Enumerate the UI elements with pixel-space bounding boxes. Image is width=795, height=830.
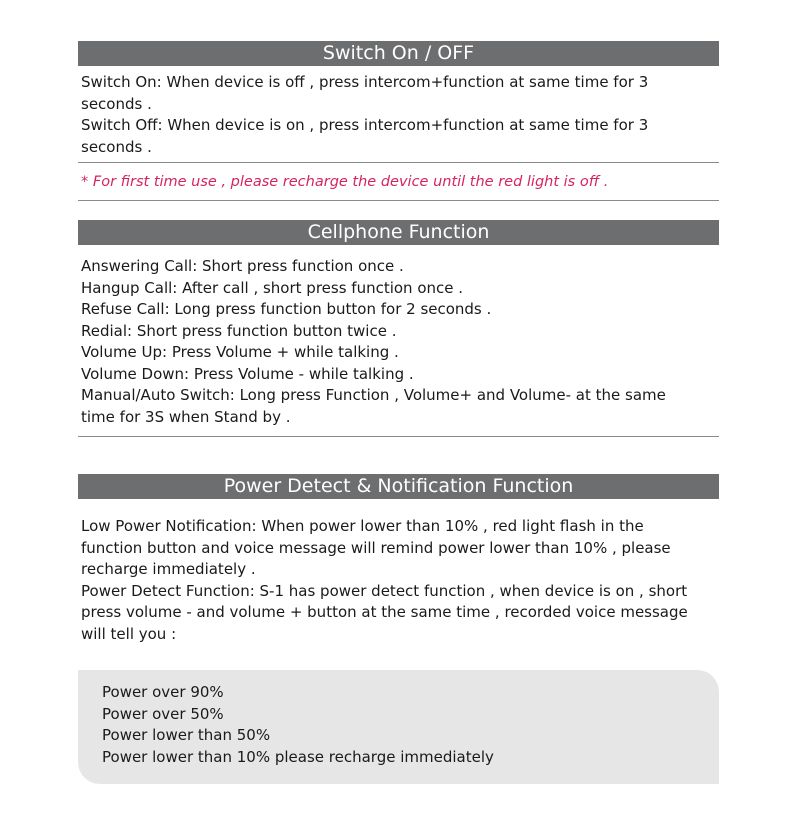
power-line: will tell you : [81,624,177,643]
power-level-item: Power over 90% [102,683,224,701]
cellphone-instructions [81,256,711,428]
cellphone-line: Volume Up: Press Volume + while talking . [81,343,399,361]
power-level-item: Power lower than 50% [102,726,271,744]
switch-line: seconds . [81,137,152,156]
cellphone-line: Redial: Short press function button twice . [81,321,397,340]
cellphone-line: Answering Call: Short press function once . [81,257,404,275]
cellphone-line: Refuse Call: Long press function button for 2 seconds . [81,300,492,318]
switch-line: Switch Off: When device is on , press intercom+function at same time for 3 [81,116,649,134]
divider [78,200,719,201]
power-line: recharge immediately . [81,560,256,578]
cellphone-section-header: Cellphone Function [78,220,719,245]
power-levels-box [78,670,719,784]
cellphone-line: Manual/Auto Switch: Long press Function , Volume+ and Volume- at the same [81,386,666,404]
power-level-item: Power over 50% [102,704,224,723]
first-use-note: * For first time use , please recharge the device until the red light is off . [81,174,609,190]
switch-line: seconds . [81,94,152,113]
cellphone-line: time for 3S when Stand by . [81,407,291,426]
divider [78,162,719,163]
switch-instructions [81,72,711,158]
power-instructions [81,516,711,645]
cellphone-line: Hangup Call: After call , short press function once . [81,278,464,297]
power-section-header: Power Detect & Notification Function [78,474,719,499]
switch-line: Switch On: When device is off , press intercom+function at same time for 3 [81,73,649,91]
divider [78,436,719,437]
switch-section-header: Switch On / OFF [78,41,719,66]
power-levels-list [102,682,732,768]
cellphone-line: Volume Down: Press Volume - while talking . [81,364,414,383]
power-line: function button and voice message will remind power lower than 10% , please [81,538,671,557]
power-level-item: Power lower than 10% please recharge immediately [102,747,494,766]
power-line: Power Detect Function: S-1 has power detect function , when device is on , short [81,581,688,600]
power-line: Low Power Notification: When power lower than 10% , red light flash in the [81,517,644,535]
power-line: press volume - and volume + button at the same time , recorded voice message [81,603,688,621]
